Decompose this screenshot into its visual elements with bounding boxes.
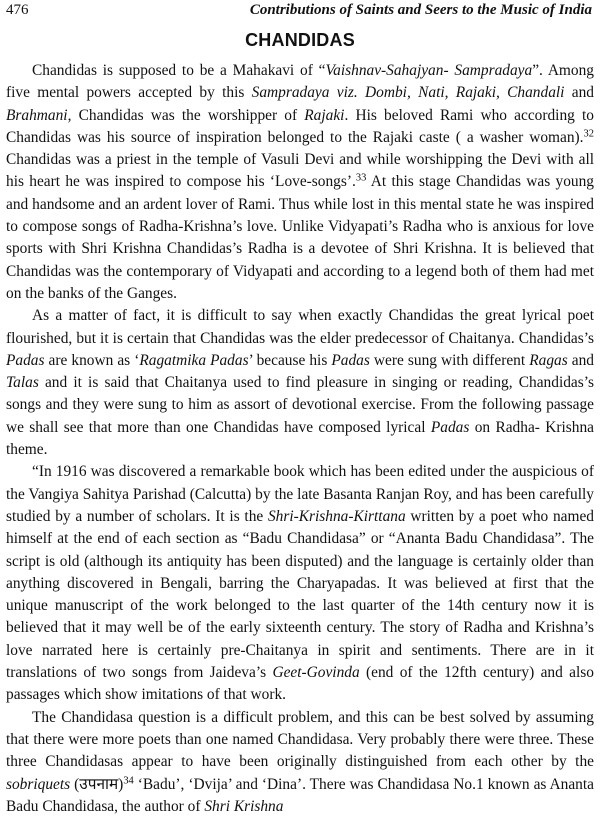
page-number: 476: [6, 2, 29, 18]
para2-text-3: ’ because his: [248, 351, 332, 369]
footnote-ref-32: 32: [583, 128, 594, 140]
para4-text-3: ‘Badu’, ‘Dvija’ and ‘Dina’. There was Chandidasa No.1 known as Ananta Badu Chandidasa, the author of: [6, 775, 594, 815]
para3-italic-2: Geet-Govinda: [272, 664, 360, 682]
paragraph-4: [6, 707, 594, 818]
paragraph-1: [6, 60, 594, 305]
para3-text-3: (end of the 12fth century) and also passages which show imitations of that work.: [6, 664, 594, 704]
para1-text-2: ”. Among five mental powers accepted by this: [6, 62, 594, 102]
para3-text-1: “In 1916 was discovered a remarkable book which has been edited under the auspicious of the Vangiya Sahitya Parishad (Calcutta) by the late Basanta Ranjan Roy, and has been carefully studied by a number of scholars. It is the: [6, 463, 594, 525]
para4-italic-1: sobriquets: [6, 775, 71, 793]
chapter-title: CHANDIDAS: [245, 30, 355, 50]
para1-italic-1: Vaishnav-Sahajyan- Sampradaya: [325, 62, 533, 79]
para2-text-5: and: [567, 351, 594, 369]
para2-italic-5: Talas: [6, 374, 39, 392]
para2-italic-1: Padas: [6, 351, 45, 369]
paragraph-3: [6, 461, 594, 706]
para1-italic-4: Rajaki: [304, 106, 345, 124]
para4-italic-2: Shri Krishna: [204, 797, 284, 815]
body-text: [6, 60, 594, 818]
para1-italic-3: Brahmani: [6, 106, 68, 124]
para2-text-4: were sung with different: [369, 351, 530, 369]
running-header: [6, 2, 592, 22]
para1-text-4: , Chandidas was the worshipper of: [67, 106, 305, 124]
footnote-ref-34: 34: [123, 774, 134, 786]
para2-italic-4: Ragas: [529, 351, 568, 369]
para4-text-1: The Chandidasa question is a difficult problem, and this can be best solved by assuming that there were more poets than one named Chandidasa. Very probably there were three. These three Chandidasas appear to have been originally distinguished from each other by the: [6, 708, 594, 771]
para2-text-7: on Radha- Krishna theme.: [6, 418, 595, 459]
para1-text-3: and: [564, 84, 594, 102]
para4-text-2: (उपनाम): [70, 775, 124, 793]
para1-text-6: Chandidas was a priest in the temple of Vasuli Devi and while worshipping the Devi with all his heart he was inspired to compose his ‘Love-songs’.: [6, 151, 594, 191]
para2-italic-3: Padas: [331, 351, 370, 369]
para1-text-7: At this stage Chandidas was young and handsome and an ardent lover of Rami. Thus while lost in this mental state he was inspired to compose songs of Radha-Krishna’s love. Unlike Vidyapati’s Radha who is anxious for love sports with Shri Krishna Chandidas’s Radha is a devotee of Shri Krishna. It is believed that Chandidas was the contemporary of Vidyapati and according to a legend both of them had met on the banks of the Ganges.: [6, 173, 594, 302]
para2-italic-6: Padas: [430, 418, 470, 436]
para3-text-2: written by a poet who named himself at the end of each section as “Badu Chandidasa” or “Ananta Badu Chandidasa”. The script is old (although its antiquity has been disputed) and the language is certainly older than anything discovered in Bengali, barring the Charyapadas. It was believed at first that the unique manuscript of the work belonged to the last quarter of the 14th century now it is believed that it may well be of the early sixteenth century. The story of Radha and Krishna’s love narrated here is certainly pre-Chaitanya in spirit and sentiments. There are in it translations of two songs from Jaideva’s: [6, 507, 594, 682]
para1-text-5: . His beloved Rami who according to Chandidas was his source of inspiration belonged to the Rajaki caste ( a washer woman).: [6, 106, 594, 146]
para1-italic-2: Sampradaya viz. Dombi, Nati, Rajaki, Chandali: [251, 84, 565, 102]
para1-text-1: Chandidas is supposed to be a Mahakavi of “: [32, 62, 326, 79]
para2-italic-2: Ragatmika Padas: [139, 351, 249, 369]
para2-text-2: are known as ‘: [44, 351, 140, 369]
footnote-ref-33: 33: [355, 172, 367, 184]
running-title: Contributions of Saints and Seers to the Music of India: [249, 2, 592, 18]
para2-text-6: and it is said that Chaitanya used to find pleasure in singing or reading, Chandidas’s songs and they were sung to him as assort of devotional exercise. From the following passage we shall see that more than one Chandidas have composed lyrical: [6, 374, 594, 436]
para3-italic-1: Shri-Krishna-Kirttana: [267, 507, 406, 525]
paragraph-2: [6, 305, 594, 461]
para2-text-1: As a matter of fact, it is difficult to say when exactly Chandidas the great lyrical poet flourished, but it is certain that Chandidas was the elder predecessor of Chaitanya. Chandidas’s: [6, 307, 594, 347]
